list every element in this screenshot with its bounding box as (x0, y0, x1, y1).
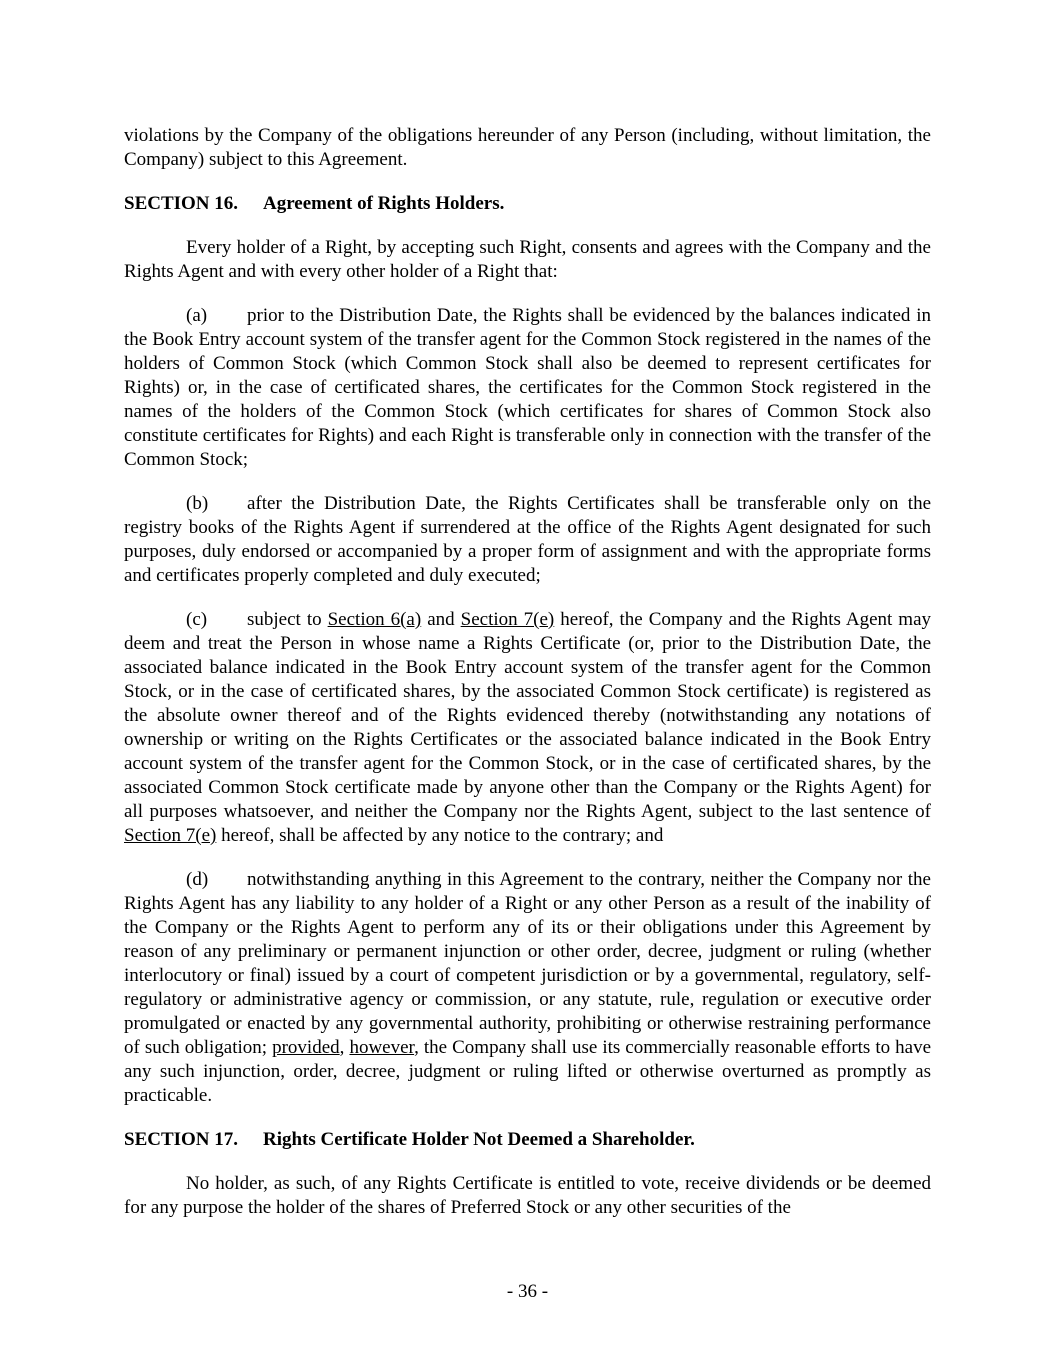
section-17-title: Rights Certificate Holder Not Deemed a Shareholder. (263, 1129, 695, 1150)
section-16-heading (124, 192, 931, 216)
document-page (124, 124, 931, 1220)
section-7e-reference: Section 7(e) (460, 609, 555, 630)
section-16-title: Agreement of Rights Holders. (263, 193, 505, 214)
page-number: - 36 - (506, 1281, 549, 1302)
clause-c-label: (c) (186, 609, 208, 630)
clause-c-text-3: hereof, the Company and the Rights Agent may deem and treat the Person in whose name a Rights Certificate (or, prior to the Distribution Date, the associated balance indicated in the Book Entry account system of the transfer agent for the Common Stock, or in the case of certificated shares, by the associated Common Stock certificate) is registered as the absolute owner thereof and of the Rights evidenced thereby (notwithstanding any notations of ownership or writing on the Rights Certificates or the associated balance indicated in the Book Entry account system of the transfer agent for the Common Stock, or in the case of certificated shares, by the associated Common Stock certificate made by anyone other than the Company or the Rights Agent) for all purposes whatsoever, and neither the Company nor the Rights Agent, subject to the last sentence of (124, 609, 932, 822)
clause-d (124, 868, 931, 1108)
section-17-text: No holder, as such, of any Rights Certificate is entitled to vote, receive dividends or be deemed for any purpose the holder of the shares of Preferred Stock or any other securities of the (124, 1173, 931, 1218)
section-16-number: SECTION 16. (124, 193, 239, 214)
clause-c-text-4: hereof, shall be affected by any notice to the contrary; and (216, 825, 664, 846)
clause-b-label: (b) (186, 493, 209, 514)
clause-b (124, 492, 931, 588)
clause-a (124, 304, 931, 472)
clause-d-text-2: , the Company shall use its commercially reasonable efforts to have any such injunction, order, decree, judgment or ruling lifted or otherwise overturned as promptly as practicable. (124, 1037, 932, 1106)
clause-d-label: (d) (186, 869, 209, 890)
continuation-paragraph: violations by the Company of the obligations hereunder of any Person (including, without limitation, the Company) subject to this Agreement. (124, 125, 931, 170)
however-term: however (349, 1037, 415, 1058)
provided-term: provided (272, 1037, 340, 1058)
clause-c-text-2: and (421, 609, 461, 630)
section-16-intro: Every holder of a Right, by accepting such Right, consents and agrees with the Company and the Rights Agent and with every other holder of a Right that: (124, 237, 931, 282)
section-7e-reference-2: Section 7(e) (124, 825, 217, 846)
clause-c (124, 608, 931, 848)
clause-d-comma: , (339, 1037, 350, 1058)
clause-a-text: prior to the Distribution Date, the Rights shall be evidenced by the balances indicated in the Book Entry account system of the transfer agent for the Common Stock registered in the names of the holders of Common Stock (which Common Stock shall also be deemed to represent certificates for Rights) or, in the case of certificated shares, the certificates for the Common Stock registered in the names of the holders of the Common Stock (which certificates for shares of Common Stock also constitute certificates for Rights) and each Right is transferable only in connection with the transfer of the Common Stock; (124, 305, 931, 470)
clause-b-text: after the Distribution Date, the Rights Certificates shall be transferable only on the registry books of the Rights Agent if surrendered at the office of the Rights Agent designated for such purposes, duly endorsed or accompanied by a proper form of assignment and with the appropriate forms and certificates properly completed and duly executed; (124, 493, 931, 586)
clause-a-label: (a) (186, 305, 208, 326)
section-17-heading (124, 1128, 931, 1152)
section-17-number: SECTION 17. (124, 1129, 239, 1150)
clause-d-text-1: notwithstanding anything in this Agreement to the contrary, neither the Company nor the Rights Agent has any liability to any holder of a Right or any other Person as a result of the inability of the Company or the Rights Agent to perform any of its or their obligations under this Agreement by reason of any preliminary or permanent injunction or other order, decree, judgment or ruling (whether interlocutory or final) issued by a court of competent jurisdiction or by a governmental, regulatory, self-regulatory or administrative agency or commission, or any statute, rule, regulation or executive order promulgated or enacted by any governmental authority, prohibiting or otherwise restraining performance of such obligation; (124, 869, 931, 1058)
section-6a-reference: Section 6(a) (327, 609, 422, 630)
clause-c-text-1: subject to (247, 609, 328, 630)
